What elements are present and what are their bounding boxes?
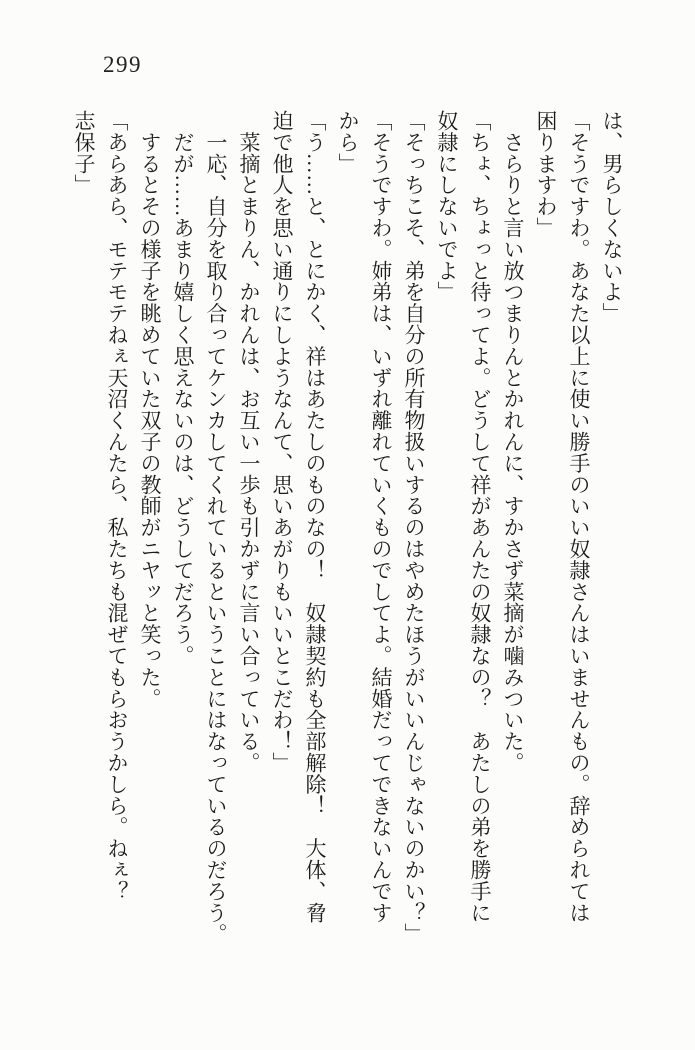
text-line: 一応、自分を取り合ってケンカしてくれているということにはなっているのだろう。 [204,110,228,945]
text-line: 「う……と、とにかく、祥はあたしのものなの！ 奴隷契約も全部解除！ 大体、脅 [303,110,327,924]
text-line: 菜摘とまりん、かれんは、お互い一歩も引かずに言い合っている。 [237,110,261,774]
text-line: 困りますわ」 [534,110,558,239]
text-line: さらりと言い放つまりんとかれんに、すかさず菜摘が噛みついた。 [501,110,525,774]
text-line: するとその様子を眺めていた双子の教師がニヤッと笑った。 [138,110,162,710]
text-line: だが……あまり嬉しく思えないのは、どうしてだろう。 [171,110,195,667]
text-line: 「あらあら、モテモテねぇ天沼くんたら、私たちも混ぜてもらおうかしら。ねぇ？ [105,110,129,902]
text-line: 「そうですわ。姉弟は、いずれ離れていくものでしてよ。結婚だってできないんです [369,110,393,924]
text-line: は、男らしくないよ」 [600,110,624,324]
text-line: 「ちょ、ちょっと待ってよ。どうして祥があんたの奴隷なの？ あたしの弟を勝手に [468,110,492,924]
text-line: から」 [336,110,360,175]
text-line: 志保子」 [72,110,96,196]
text-line: 奴隷にしないでよ」 [435,110,459,303]
vertical-text-block [67,110,628,950]
text-line: 迫で他人を思い通りにしようなんて、思いあがりもいいとこだわ！」 [270,110,294,774]
text-line: 「そうですわ。あなた以上に使い勝手のいい奴隷さんはいませんもの。辞められては [567,110,591,924]
page-number: 299 [103,52,142,77]
text-line: 「そっちこそ、弟を自分の所有物扱いするのはやめたほうがいいんじゃないのかい？」 [402,110,426,945]
